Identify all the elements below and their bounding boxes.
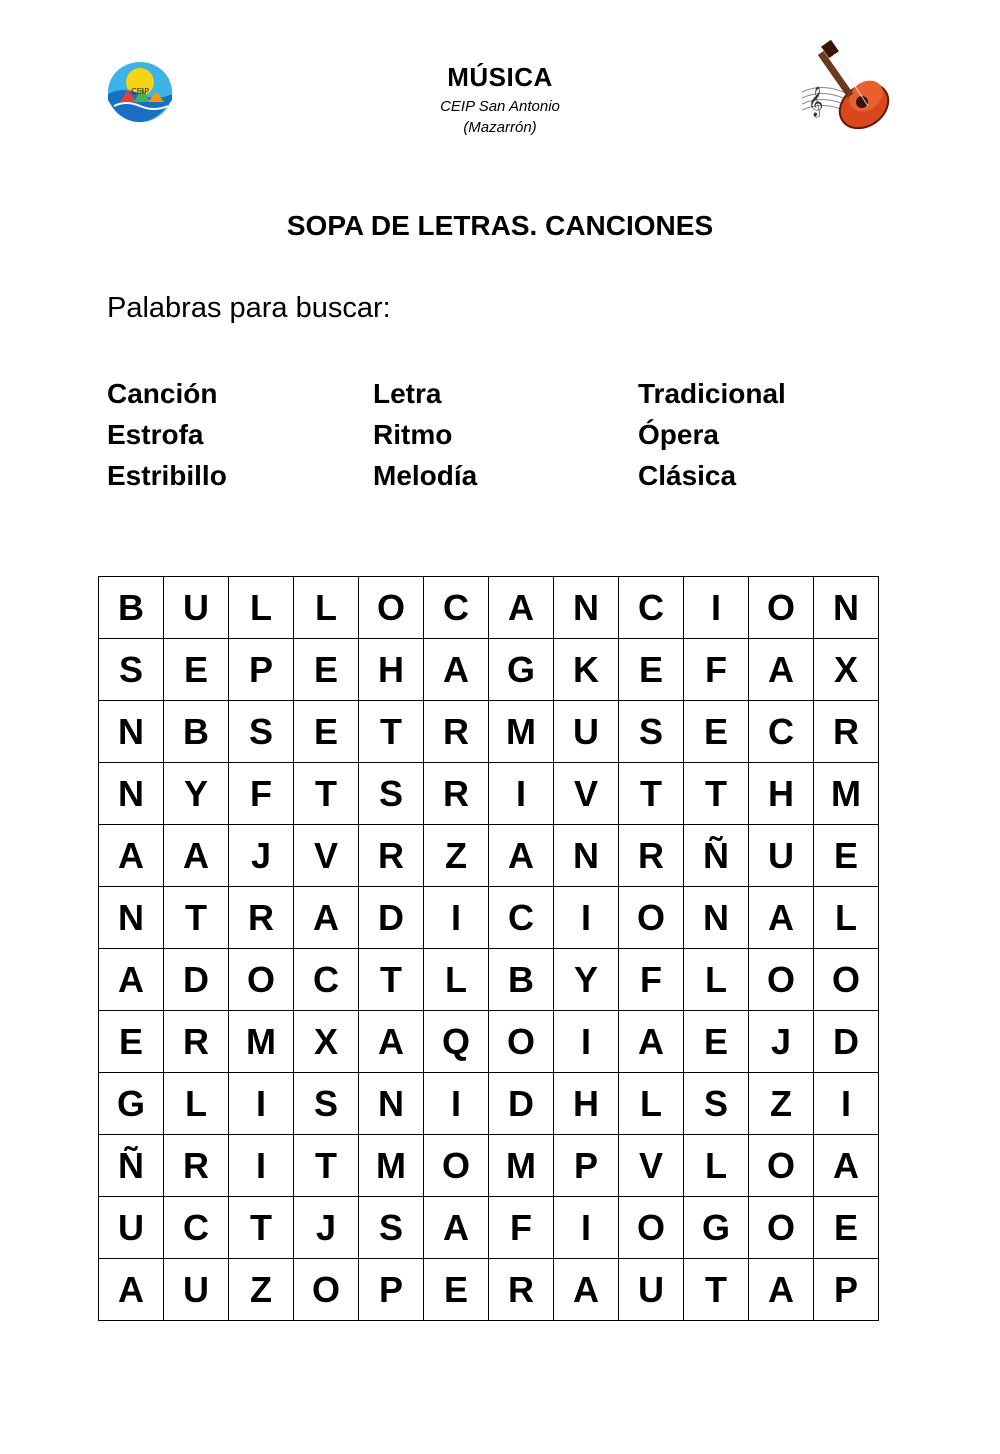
grid-cell[interactable]: U: [164, 577, 229, 639]
grid-cell[interactable]: O: [619, 887, 684, 949]
grid-cell[interactable]: O: [619, 1197, 684, 1259]
grid-cell[interactable]: A: [749, 639, 814, 701]
grid-cell[interactable]: S: [684, 1073, 749, 1135]
grid-cell[interactable]: R: [814, 701, 879, 763]
grid-cell[interactable]: B: [489, 949, 554, 1011]
grid-cell[interactable]: J: [749, 1011, 814, 1073]
grid-cell[interactable]: U: [99, 1197, 164, 1259]
grid-row: [99, 949, 879, 1011]
grid-cell[interactable]: I: [554, 1197, 619, 1259]
grid-cell[interactable]: R: [164, 1011, 229, 1073]
grid-cell[interactable]: Y: [554, 949, 619, 1011]
grid-cell[interactable]: Q: [424, 1011, 489, 1073]
grid-cell[interactable]: H: [359, 639, 424, 701]
grid-cell[interactable]: O: [749, 1135, 814, 1197]
grid-cell[interactable]: A: [424, 639, 489, 701]
grid-cell[interactable]: T: [294, 1135, 359, 1197]
grid-cell[interactable]: S: [619, 701, 684, 763]
grid-cell[interactable]: O: [749, 577, 814, 639]
grid-cell[interactable]: L: [164, 1073, 229, 1135]
grid-cell[interactable]: T: [684, 763, 749, 825]
grid-cell[interactable]: C: [489, 887, 554, 949]
grid-cell[interactable]: S: [229, 701, 294, 763]
grid-row: [99, 825, 879, 887]
grid-cell[interactable]: R: [359, 825, 424, 887]
grid-cell[interactable]: U: [164, 1259, 229, 1321]
grid-cell[interactable]: E: [684, 701, 749, 763]
grid-cell[interactable]: P: [554, 1135, 619, 1197]
word-item: Letra: [373, 378, 442, 409]
grid-cell[interactable]: D: [814, 1011, 879, 1073]
grid-cell[interactable]: D: [359, 887, 424, 949]
grid-cell[interactable]: O: [749, 949, 814, 1011]
grid-cell[interactable]: V: [619, 1135, 684, 1197]
grid-cell[interactable]: E: [294, 701, 359, 763]
grid-cell[interactable]: T: [164, 887, 229, 949]
word-item: Tradicional: [638, 378, 786, 409]
grid-cell[interactable]: A: [424, 1197, 489, 1259]
grid-cell[interactable]: A: [489, 825, 554, 887]
grid-cell[interactable]: A: [554, 1259, 619, 1321]
grid-row: [99, 1259, 879, 1321]
grid-cell[interactable]: N: [99, 763, 164, 825]
grid-cell[interactable]: O: [229, 949, 294, 1011]
grid-cell[interactable]: A: [619, 1011, 684, 1073]
grid-cell[interactable]: O: [424, 1135, 489, 1197]
grid-cell[interactable]: E: [684, 1011, 749, 1073]
grid-cell[interactable]: X: [294, 1011, 359, 1073]
word-item: Clásica: [638, 460, 737, 491]
grid-cell[interactable]: P: [359, 1259, 424, 1321]
grid-row: [99, 1135, 879, 1197]
grid-cell[interactable]: L: [684, 949, 749, 1011]
grid-cell[interactable]: R: [164, 1135, 229, 1197]
grid-cell[interactable]: J: [294, 1197, 359, 1259]
grid-cell[interactable]: E: [424, 1259, 489, 1321]
grid-cell[interactable]: Y: [164, 763, 229, 825]
grid-cell[interactable]: F: [684, 639, 749, 701]
grid-cell[interactable]: U: [554, 701, 619, 763]
grid-cell[interactable]: T: [619, 763, 684, 825]
grid-cell[interactable]: F: [489, 1197, 554, 1259]
grid-cell[interactable]: I: [814, 1073, 879, 1135]
grid-row: [99, 763, 879, 825]
grid-cell[interactable]: R: [424, 701, 489, 763]
grid-cell[interactable]: N: [99, 701, 164, 763]
grid-cell[interactable]: L: [814, 887, 879, 949]
grid-cell[interactable]: H: [554, 1073, 619, 1135]
grid-cell[interactable]: S: [359, 763, 424, 825]
grid-cell[interactable]: T: [359, 701, 424, 763]
grid-cell[interactable]: L: [294, 577, 359, 639]
grid-cell[interactable]: S: [294, 1073, 359, 1135]
grid-cell[interactable]: Ñ: [99, 1135, 164, 1197]
grid-cell[interactable]: U: [619, 1259, 684, 1321]
grid-cell[interactable]: N: [684, 887, 749, 949]
grid-cell[interactable]: G: [99, 1073, 164, 1135]
grid-row: [99, 887, 879, 949]
grid-row: [99, 701, 879, 763]
grid-cell[interactable]: O: [294, 1259, 359, 1321]
grid-cell[interactable]: R: [489, 1259, 554, 1321]
grid-cell[interactable]: A: [489, 577, 554, 639]
grid-cell[interactable]: A: [814, 1135, 879, 1197]
grid-cell[interactable]: P: [229, 639, 294, 701]
grid-row: [99, 1073, 879, 1135]
grid-cell[interactable]: T: [684, 1259, 749, 1321]
grid-cell[interactable]: L: [619, 1073, 684, 1135]
grid-cell[interactable]: B: [99, 577, 164, 639]
grid-row: [99, 639, 879, 701]
grid-cell[interactable]: M: [814, 763, 879, 825]
grid-cell[interactable]: Ñ: [684, 825, 749, 887]
worksheet-title: SOPA DE LETRAS. CANCIONES: [286, 210, 714, 241]
word-item: Ópera: [638, 419, 719, 450]
grid-cell[interactable]: A: [749, 887, 814, 949]
page-header: [0, 0, 1000, 160]
grid-cell[interactable]: N: [359, 1073, 424, 1135]
word-item: Canción: [107, 378, 218, 409]
word-column: [107, 373, 367, 496]
grid-cell[interactable]: D: [164, 949, 229, 1011]
grid-cell[interactable]: M: [489, 701, 554, 763]
grid-cell[interactable]: T: [294, 763, 359, 825]
grid-cell[interactable]: E: [619, 639, 684, 701]
grid-cell[interactable]: D: [489, 1073, 554, 1135]
instructions-text: Palabras para buscar:: [107, 292, 391, 324]
word-item: Ritmo: [373, 419, 453, 450]
grid-cell[interactable]: R: [424, 763, 489, 825]
grid-cell[interactable]: Z: [424, 825, 489, 887]
word-item: Melodía: [373, 460, 478, 491]
grid-cell[interactable]: T: [359, 949, 424, 1011]
grid-cell[interactable]: F: [229, 763, 294, 825]
grid-cell[interactable]: B: [164, 701, 229, 763]
subject-title: MÚSICA: [447, 62, 553, 92]
grid-cell[interactable]: A: [294, 887, 359, 949]
grid-cell[interactable]: I: [424, 1073, 489, 1135]
grid-cell[interactable]: A: [99, 1259, 164, 1321]
grid-cell[interactable]: F: [619, 949, 684, 1011]
grid-cell[interactable]: C: [424, 577, 489, 639]
word-item: Estribillo: [107, 460, 227, 491]
grid-cell[interactable]: V: [554, 763, 619, 825]
grid-cell[interactable]: O: [359, 577, 424, 639]
grid-cell[interactable]: I: [554, 1011, 619, 1073]
grid-row: [99, 1011, 879, 1073]
grid-cell[interactable]: E: [814, 825, 879, 887]
grid-cell[interactable]: O: [749, 1197, 814, 1259]
grid-cell[interactable]: E: [294, 639, 359, 701]
grid-cell[interactable]: E: [99, 1011, 164, 1073]
guitar-icon: [798, 40, 898, 135]
grid-cell[interactable]: M: [229, 1011, 294, 1073]
grid-cell[interactable]: K: [554, 639, 619, 701]
svg-text:CEIP: CEIP: [131, 87, 149, 96]
grid-cell[interactable]: S: [359, 1197, 424, 1259]
school-town: (Mazarrón): [463, 119, 537, 136]
grid-cell[interactable]: O: [814, 949, 879, 1011]
grid-cell[interactable]: A: [749, 1259, 814, 1321]
grid-cell[interactable]: U: [749, 825, 814, 887]
grid-cell[interactable]: E: [164, 639, 229, 701]
grid-cell[interactable]: Z: [229, 1259, 294, 1321]
word-column: [373, 373, 633, 496]
svg-text:𝄞: 𝄞: [808, 87, 824, 117]
grid-cell[interactable]: I: [489, 763, 554, 825]
grid-cell[interactable]: A: [99, 825, 164, 887]
grid-row: [99, 1197, 879, 1259]
grid-cell[interactable]: C: [294, 949, 359, 1011]
grid-cell[interactable]: S: [99, 639, 164, 701]
grid-cell[interactable]: R: [229, 887, 294, 949]
grid-cell[interactable]: C: [619, 577, 684, 639]
grid-cell[interactable]: E: [814, 1197, 879, 1259]
grid-cell[interactable]: X: [814, 639, 879, 701]
grid-cell[interactable]: A: [164, 825, 229, 887]
word-item: Estrofa: [107, 419, 204, 450]
grid-cell[interactable]: P: [814, 1259, 879, 1321]
grid-cell[interactable]: R: [619, 825, 684, 887]
grid-cell[interactable]: I: [229, 1135, 294, 1197]
grid-cell[interactable]: T: [229, 1197, 294, 1259]
grid-cell[interactable]: N: [99, 887, 164, 949]
grid-cell[interactable]: I: [424, 887, 489, 949]
grid-cell[interactable]: L: [424, 949, 489, 1011]
grid-cell[interactable]: N: [554, 577, 619, 639]
grid-cell[interactable]: H: [749, 763, 814, 825]
grid-cell[interactable]: I: [229, 1073, 294, 1135]
grid-cell[interactable]: N: [814, 577, 879, 639]
grid-cell[interactable]: L: [684, 1135, 749, 1197]
grid-cell[interactable]: C: [749, 701, 814, 763]
grid-cell[interactable]: I: [684, 577, 749, 639]
grid-cell[interactable]: N: [554, 825, 619, 887]
grid-cell[interactable]: I: [554, 887, 619, 949]
grid-cell[interactable]: Z: [749, 1073, 814, 1135]
grid-cell[interactable]: M: [359, 1135, 424, 1197]
grid-cell[interactable]: O: [489, 1011, 554, 1073]
school-name: CEIP San Antonio: [440, 98, 560, 115]
word-column: [638, 373, 898, 496]
grid-cell[interactable]: A: [359, 1011, 424, 1073]
grid-cell[interactable]: M: [489, 1135, 554, 1197]
grid-cell[interactable]: V: [294, 825, 359, 887]
grid-cell[interactable]: A: [99, 949, 164, 1011]
grid-cell[interactable]: J: [229, 825, 294, 887]
grid-cell[interactable]: G: [684, 1197, 749, 1259]
grid-cell[interactable]: C: [164, 1197, 229, 1259]
grid-cell[interactable]: G: [489, 639, 554, 701]
word-search-grid: [98, 576, 879, 1321]
grid-cell[interactable]: L: [229, 577, 294, 639]
word-list: [107, 373, 907, 503]
grid-row: [99, 577, 879, 639]
